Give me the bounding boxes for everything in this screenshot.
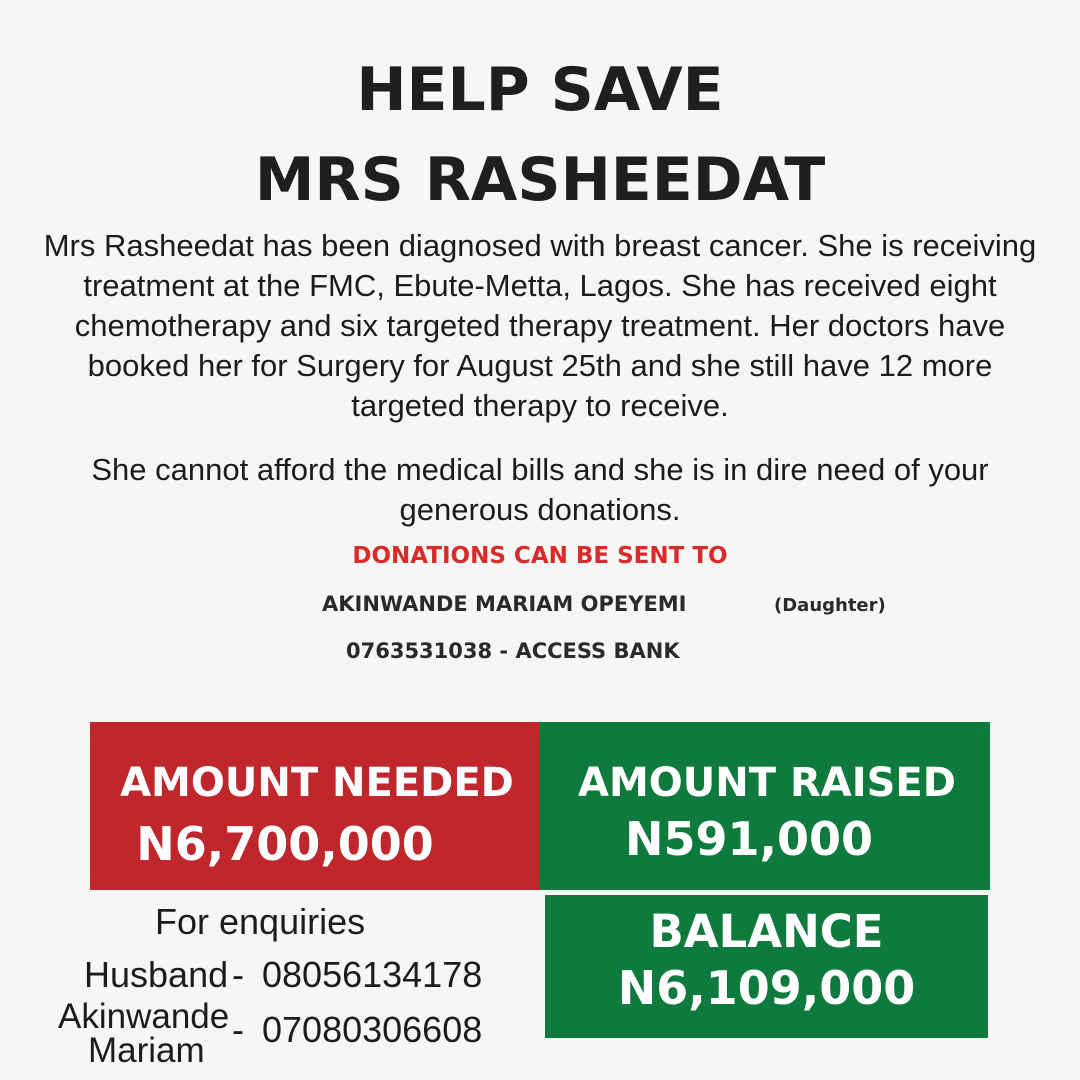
amount-raised-value: N591,000 xyxy=(624,812,873,866)
contact-phone-husband: 08056134178 xyxy=(262,954,483,995)
donation-heading: DONATIONS CAN BE SENT TO xyxy=(352,543,728,569)
story-paragraph-1: Mrs Rasheedat has been diagnosed with breast cancer. She is receiving treatment at the FMC, Ebute-Metta, Lagos. She has received eight chemotherapy and six targeted therapy treatment. Her doctors have booked her for Surgery for August 25th and she still have 12 more targeted therapy to receive. xyxy=(43,228,1037,423)
story-paragraph-2: She cannot afford the medical bills and she is in dire need of your generous donations. xyxy=(91,452,989,527)
amount-needed-label: AMOUNT NEEDED xyxy=(120,760,514,806)
account-relation: (Daughter) xyxy=(774,595,886,616)
account-name: AKINWANDE MARIAM OPEYEMI xyxy=(322,592,687,616)
title-line-1: HELP SAVE xyxy=(356,55,724,125)
account-number: 0763531038 - ACCESS BANK xyxy=(346,639,680,663)
contact-label-daughter-line-2: Mariam xyxy=(88,1031,205,1070)
contact-separator: - xyxy=(232,1009,244,1050)
contact-label-daughter xyxy=(58,997,230,1070)
amount-raised-panel xyxy=(540,722,990,890)
enquiries-heading: For enquiries xyxy=(155,901,366,942)
amount-raised-label: AMOUNT RAISED xyxy=(578,760,956,806)
amount-needed-panel xyxy=(90,722,540,890)
balance-panel xyxy=(545,895,988,1038)
contact-separator: - xyxy=(232,954,244,995)
title-line-2: MRS RASHEEDAT xyxy=(254,145,826,215)
contact-label-daughter-line-1: Akinwande xyxy=(58,997,230,1036)
contact-label-husband: Husband xyxy=(84,954,229,995)
balance-value: N6,109,000 xyxy=(617,961,916,1015)
contact-phone-daughter: 07080306608 xyxy=(262,1009,483,1050)
amount-needed-value: N6,700,000 xyxy=(136,817,434,871)
balance-label: BALANCE xyxy=(649,905,884,958)
